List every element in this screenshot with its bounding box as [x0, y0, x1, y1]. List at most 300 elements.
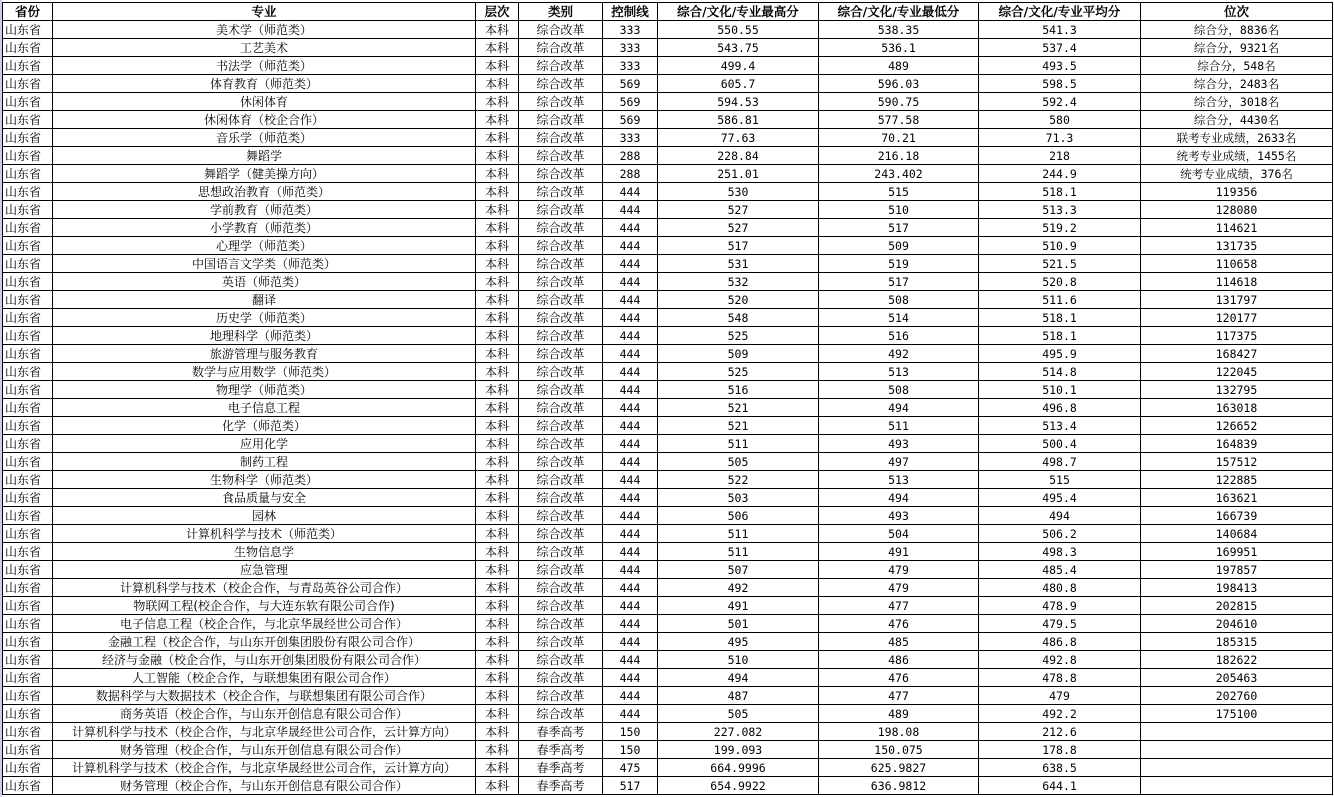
rank-cell[interactable]: 140684	[1141, 525, 1333, 543]
rank-cell[interactable]: 综合分，2483名	[1141, 75, 1333, 93]
level-cell[interactable]: 本科	[476, 741, 519, 759]
category-cell[interactable]: 综合改革	[519, 291, 603, 309]
level-cell[interactable]: 本科	[476, 39, 519, 57]
control-line-cell[interactable]: 569	[603, 111, 658, 129]
rank-cell[interactable]: 122885	[1141, 471, 1333, 489]
avg-score-cell[interactable]: 513.4	[979, 417, 1141, 435]
rank-cell[interactable]: 197857	[1141, 561, 1333, 579]
control-line-cell[interactable]: 444	[603, 507, 658, 525]
major-cell[interactable]: 书法学（师范类）	[53, 57, 476, 75]
province-cell[interactable]: 山东省	[3, 633, 53, 651]
level-cell[interactable]: 本科	[476, 93, 519, 111]
control-line-cell[interactable]: 150	[603, 741, 658, 759]
max-score-cell[interactable]: 506	[658, 507, 819, 525]
control-line-cell[interactable]: 333	[603, 39, 658, 57]
province-cell[interactable]: 山东省	[3, 147, 53, 165]
max-score-cell[interactable]: 520	[658, 291, 819, 309]
max-score-cell[interactable]: 550.55	[658, 21, 819, 39]
min-score-cell[interactable]: 516	[819, 327, 979, 345]
category-cell[interactable]: 综合改革	[519, 543, 603, 561]
control-line-cell[interactable]: 444	[603, 255, 658, 273]
category-cell[interactable]: 综合改革	[519, 669, 603, 687]
province-cell[interactable]: 山东省	[3, 111, 53, 129]
header-level[interactable]: 层次	[476, 3, 519, 21]
rank-cell[interactable]: 202815	[1141, 597, 1333, 615]
province-cell[interactable]: 山东省	[3, 435, 53, 453]
category-cell[interactable]: 综合改革	[519, 651, 603, 669]
min-score-cell[interactable]: 479	[819, 579, 979, 597]
rank-cell[interactable]: 164839	[1141, 435, 1333, 453]
major-cell[interactable]: 物理学（师范类）	[53, 381, 476, 399]
max-score-cell[interactable]: 525	[658, 327, 819, 345]
province-cell[interactable]: 山东省	[3, 597, 53, 615]
max-score-cell[interactable]: 507	[658, 561, 819, 579]
province-cell[interactable]: 山东省	[3, 57, 53, 75]
category-cell[interactable]: 春季高考	[519, 759, 603, 777]
level-cell[interactable]: 本科	[476, 705, 519, 723]
control-line-cell[interactable]: 444	[603, 525, 658, 543]
min-score-cell[interactable]: 492	[819, 345, 979, 363]
rank-cell[interactable]: 117375	[1141, 327, 1333, 345]
control-line-cell[interactable]: 444	[603, 687, 658, 705]
control-line-cell[interactable]: 333	[603, 57, 658, 75]
max-score-cell[interactable]: 494	[658, 669, 819, 687]
category-cell[interactable]: 综合改革	[519, 399, 603, 417]
control-line-cell[interactable]: 444	[603, 309, 658, 327]
min-score-cell[interactable]: 538.35	[819, 21, 979, 39]
avg-score-cell[interactable]: 518.1	[979, 309, 1141, 327]
province-cell[interactable]: 山东省	[3, 651, 53, 669]
min-score-cell[interactable]: 489	[819, 705, 979, 723]
level-cell[interactable]: 本科	[476, 525, 519, 543]
max-score-cell[interactable]: 522	[658, 471, 819, 489]
rank-cell[interactable]: 114621	[1141, 219, 1333, 237]
province-cell[interactable]: 山东省	[3, 453, 53, 471]
min-score-cell[interactable]: 493	[819, 507, 979, 525]
category-cell[interactable]: 综合改革	[519, 633, 603, 651]
level-cell[interactable]: 本科	[476, 453, 519, 471]
category-cell[interactable]: 综合改革	[519, 165, 603, 183]
level-cell[interactable]: 本科	[476, 633, 519, 651]
control-line-cell[interactable]: 444	[603, 543, 658, 561]
max-score-cell[interactable]: 525	[658, 363, 819, 381]
min-score-cell[interactable]: 491	[819, 543, 979, 561]
province-cell[interactable]: 山东省	[3, 399, 53, 417]
province-cell[interactable]: 山东省	[3, 777, 53, 795]
avg-score-cell[interactable]: 178.8	[979, 741, 1141, 759]
category-cell[interactable]: 综合改革	[519, 435, 603, 453]
min-score-cell[interactable]: 494	[819, 399, 979, 417]
province-cell[interactable]: 山东省	[3, 255, 53, 273]
header-min-score[interactable]: 综合/文化/专业最低分	[819, 3, 979, 21]
category-cell[interactable]: 综合改革	[519, 327, 603, 345]
max-score-cell[interactable]: 251.01	[658, 165, 819, 183]
header-province[interactable]: 省份	[3, 3, 53, 21]
max-score-cell[interactable]: 527	[658, 201, 819, 219]
max-score-cell[interactable]: 586.81	[658, 111, 819, 129]
province-cell[interactable]: 山东省	[3, 201, 53, 219]
max-score-cell[interactable]: 516	[658, 381, 819, 399]
major-cell[interactable]: 应用化学	[53, 435, 476, 453]
header-major[interactable]: 专业	[53, 3, 476, 21]
category-cell[interactable]: 综合改革	[519, 219, 603, 237]
rank-cell[interactable]: 综合分，3018名	[1141, 93, 1333, 111]
level-cell[interactable]: 本科	[476, 237, 519, 255]
level-cell[interactable]: 本科	[476, 363, 519, 381]
category-cell[interactable]: 综合改革	[519, 615, 603, 633]
province-cell[interactable]: 山东省	[3, 741, 53, 759]
category-cell[interactable]: 综合改革	[519, 471, 603, 489]
header-control-line[interactable]: 控制线	[603, 3, 658, 21]
rank-cell[interactable]: 120177	[1141, 309, 1333, 327]
province-cell[interactable]: 山东省	[3, 615, 53, 633]
avg-score-cell[interactable]: 518.1	[979, 183, 1141, 201]
max-score-cell[interactable]: 654.9922	[658, 777, 819, 795]
avg-score-cell[interactable]: 513.3	[979, 201, 1141, 219]
category-cell[interactable]: 综合改革	[519, 309, 603, 327]
rank-cell[interactable]: 114618	[1141, 273, 1333, 291]
max-score-cell[interactable]: 228.84	[658, 147, 819, 165]
avg-score-cell[interactable]: 498.7	[979, 453, 1141, 471]
min-score-cell[interactable]: 511	[819, 417, 979, 435]
level-cell[interactable]: 本科	[476, 489, 519, 507]
province-cell[interactable]: 山东省	[3, 705, 53, 723]
avg-score-cell[interactable]: 518.1	[979, 327, 1141, 345]
avg-score-cell[interactable]: 541.3	[979, 21, 1141, 39]
rank-cell[interactable]: 169951	[1141, 543, 1333, 561]
province-cell[interactable]: 山东省	[3, 507, 53, 525]
max-score-cell[interactable]: 505	[658, 705, 819, 723]
avg-score-cell[interactable]: 493.5	[979, 57, 1141, 75]
control-line-cell[interactable]: 444	[603, 561, 658, 579]
major-cell[interactable]: 音乐学（师范类）	[53, 129, 476, 147]
major-cell[interactable]: 休闲体育	[53, 93, 476, 111]
max-score-cell[interactable]: 511	[658, 543, 819, 561]
control-line-cell[interactable]: 333	[603, 21, 658, 39]
max-score-cell[interactable]: 531	[658, 255, 819, 273]
header-avg-score[interactable]: 综合/文化/专业平均分	[979, 3, 1141, 21]
control-line-cell[interactable]: 569	[603, 93, 658, 111]
level-cell[interactable]: 本科	[476, 165, 519, 183]
level-cell[interactable]: 本科	[476, 597, 519, 615]
control-line-cell[interactable]: 444	[603, 345, 658, 363]
province-cell[interactable]: 山东省	[3, 309, 53, 327]
control-line-cell[interactable]: 288	[603, 165, 658, 183]
avg-score-cell[interactable]: 480.8	[979, 579, 1141, 597]
province-cell[interactable]: 山东省	[3, 327, 53, 345]
rank-cell[interactable]: 110658	[1141, 255, 1333, 273]
level-cell[interactable]: 本科	[476, 273, 519, 291]
level-cell[interactable]: 本科	[476, 309, 519, 327]
major-cell[interactable]: 数据科学与大数据技术（校企合作，与联想集团有限公司合作）	[53, 687, 476, 705]
category-cell[interactable]: 综合改革	[519, 507, 603, 525]
major-cell[interactable]: 计算机科学与技术（师范类）	[53, 525, 476, 543]
province-cell[interactable]: 山东省	[3, 75, 53, 93]
rank-cell[interactable]: 综合分，9321名	[1141, 39, 1333, 57]
rank-cell[interactable]: 122045	[1141, 363, 1333, 381]
min-score-cell[interactable]: 477	[819, 687, 979, 705]
level-cell[interactable]: 本科	[476, 201, 519, 219]
province-cell[interactable]: 山东省	[3, 759, 53, 777]
min-score-cell[interactable]: 70.21	[819, 129, 979, 147]
province-cell[interactable]: 山东省	[3, 21, 53, 39]
max-score-cell[interactable]: 594.53	[658, 93, 819, 111]
major-cell[interactable]: 生物科学（师范类）	[53, 471, 476, 489]
category-cell[interactable]: 综合改革	[519, 57, 603, 75]
avg-score-cell[interactable]: 478.8	[979, 669, 1141, 687]
min-score-cell[interactable]: 519	[819, 255, 979, 273]
major-cell[interactable]: 旅游管理与服务教育	[53, 345, 476, 363]
max-score-cell[interactable]: 501	[658, 615, 819, 633]
major-cell[interactable]: 园林	[53, 507, 476, 525]
control-line-cell[interactable]: 444	[603, 381, 658, 399]
min-score-cell[interactable]: 497	[819, 453, 979, 471]
min-score-cell[interactable]: 485	[819, 633, 979, 651]
max-score-cell[interactable]: 199.093	[658, 741, 819, 759]
min-score-cell[interactable]: 515	[819, 183, 979, 201]
rank-cell[interactable]: 166739	[1141, 507, 1333, 525]
avg-score-cell[interactable]: 495.9	[979, 345, 1141, 363]
avg-score-cell[interactable]: 492.2	[979, 705, 1141, 723]
category-cell[interactable]: 综合改革	[519, 687, 603, 705]
avg-score-cell[interactable]: 498.3	[979, 543, 1141, 561]
level-cell[interactable]: 本科	[476, 291, 519, 309]
min-score-cell[interactable]: 517	[819, 273, 979, 291]
rank-cell[interactable]: 综合分，8836名	[1141, 21, 1333, 39]
rank-cell[interactable]: 175100	[1141, 705, 1333, 723]
major-cell[interactable]: 数学与应用数学（师范类）	[53, 363, 476, 381]
category-cell[interactable]: 综合改革	[519, 111, 603, 129]
province-cell[interactable]: 山东省	[3, 93, 53, 111]
category-cell[interactable]: 综合改革	[519, 453, 603, 471]
min-score-cell[interactable]: 216.18	[819, 147, 979, 165]
max-score-cell[interactable]: 521	[658, 417, 819, 435]
min-score-cell[interactable]: 493	[819, 435, 979, 453]
category-cell[interactable]: 综合改革	[519, 561, 603, 579]
min-score-cell[interactable]: 517	[819, 219, 979, 237]
major-cell[interactable]: 休闲体育（校企合作）	[53, 111, 476, 129]
rank-cell[interactable]: 132795	[1141, 381, 1333, 399]
control-line-cell[interactable]: 444	[603, 291, 658, 309]
avg-score-cell[interactable]: 515	[979, 471, 1141, 489]
avg-score-cell[interactable]: 580	[979, 111, 1141, 129]
control-line-cell[interactable]: 517	[603, 777, 658, 795]
major-cell[interactable]: 地理科学（师范类）	[53, 327, 476, 345]
min-score-cell[interactable]: 577.58	[819, 111, 979, 129]
level-cell[interactable]: 本科	[476, 417, 519, 435]
rank-cell[interactable]: 131735	[1141, 237, 1333, 255]
max-score-cell[interactable]: 543.75	[658, 39, 819, 57]
major-cell[interactable]: 美术学（师范类）	[53, 21, 476, 39]
min-score-cell[interactable]: 536.1	[819, 39, 979, 57]
avg-score-cell[interactable]: 638.5	[979, 759, 1141, 777]
level-cell[interactable]: 本科	[476, 21, 519, 39]
avg-score-cell[interactable]: 521.5	[979, 255, 1141, 273]
major-cell[interactable]: 中国语言文学类（师范类）	[53, 255, 476, 273]
level-cell[interactable]: 本科	[476, 381, 519, 399]
major-cell[interactable]: 财务管理（校企合作，与山东开创信息有限公司合作）	[53, 741, 476, 759]
level-cell[interactable]: 本科	[476, 471, 519, 489]
control-line-cell[interactable]: 444	[603, 615, 658, 633]
control-line-cell[interactable]: 444	[603, 219, 658, 237]
avg-score-cell[interactable]: 510.9	[979, 237, 1141, 255]
province-cell[interactable]: 山东省	[3, 39, 53, 57]
control-line-cell[interactable]: 444	[603, 489, 658, 507]
category-cell[interactable]: 综合改革	[519, 345, 603, 363]
header-category[interactable]: 类别	[519, 3, 603, 21]
min-score-cell[interactable]: 513	[819, 363, 979, 381]
rank-cell[interactable]	[1141, 741, 1333, 759]
avg-score-cell[interactable]: 485.4	[979, 561, 1141, 579]
avg-score-cell[interactable]: 644.1	[979, 777, 1141, 795]
rank-cell[interactable]: 128080	[1141, 201, 1333, 219]
header-max-score[interactable]: 综合/文化/专业最高分	[658, 3, 819, 21]
level-cell[interactable]: 本科	[476, 759, 519, 777]
max-score-cell[interactable]: 548	[658, 309, 819, 327]
min-score-cell[interactable]: 486	[819, 651, 979, 669]
control-line-cell[interactable]: 288	[603, 147, 658, 165]
avg-score-cell[interactable]: 500.4	[979, 435, 1141, 453]
control-line-cell[interactable]: 444	[603, 651, 658, 669]
level-cell[interactable]: 本科	[476, 651, 519, 669]
min-score-cell[interactable]: 590.75	[819, 93, 979, 111]
major-cell[interactable]: 工艺美术	[53, 39, 476, 57]
min-score-cell[interactable]: 596.03	[819, 75, 979, 93]
major-cell[interactable]: 体育教育（师范类）	[53, 75, 476, 93]
category-cell[interactable]: 综合改革	[519, 579, 603, 597]
min-score-cell[interactable]: 504	[819, 525, 979, 543]
level-cell[interactable]: 本科	[476, 543, 519, 561]
major-cell[interactable]: 英语（师范类）	[53, 273, 476, 291]
major-cell[interactable]: 应急管理	[53, 561, 476, 579]
control-line-cell[interactable]: 444	[603, 201, 658, 219]
rank-cell[interactable]	[1141, 759, 1333, 777]
level-cell[interactable]: 本科	[476, 75, 519, 93]
max-score-cell[interactable]: 517	[658, 237, 819, 255]
avg-score-cell[interactable]: 212.6	[979, 723, 1141, 741]
major-cell[interactable]: 食品质量与安全	[53, 489, 476, 507]
control-line-cell[interactable]: 444	[603, 705, 658, 723]
min-score-cell[interactable]: 477	[819, 597, 979, 615]
avg-score-cell[interactable]: 218	[979, 147, 1141, 165]
avg-score-cell[interactable]: 598.5	[979, 75, 1141, 93]
max-score-cell[interactable]: 509	[658, 345, 819, 363]
avg-score-cell[interactable]: 71.3	[979, 129, 1141, 147]
province-cell[interactable]: 山东省	[3, 237, 53, 255]
min-score-cell[interactable]: 636.9812	[819, 777, 979, 795]
level-cell[interactable]: 本科	[476, 723, 519, 741]
province-cell[interactable]: 山东省	[3, 273, 53, 291]
min-score-cell[interactable]: 476	[819, 615, 979, 633]
category-cell[interactable]: 综合改革	[519, 93, 603, 111]
control-line-cell[interactable]: 333	[603, 129, 658, 147]
major-cell[interactable]: 生物信息学	[53, 543, 476, 561]
control-line-cell[interactable]: 444	[603, 183, 658, 201]
avg-score-cell[interactable]: 495.4	[979, 489, 1141, 507]
rank-cell[interactable]: 综合分，548名	[1141, 57, 1333, 75]
min-score-cell[interactable]: 494	[819, 489, 979, 507]
max-score-cell[interactable]: 664.9996	[658, 759, 819, 777]
major-cell[interactable]: 翻译	[53, 291, 476, 309]
major-cell[interactable]: 财务管理（校企合作，与山东开创信息有限公司合作）	[53, 777, 476, 795]
category-cell[interactable]: 春季高考	[519, 723, 603, 741]
avg-score-cell[interactable]: 510.1	[979, 381, 1141, 399]
max-score-cell[interactable]: 510	[658, 651, 819, 669]
major-cell[interactable]: 计算机科学与技术（校企合作，与北京华晟经世公司合作，云计算方向）	[53, 759, 476, 777]
major-cell[interactable]: 金融工程（校企合作，与山东开创集团股份有限公司合作）	[53, 633, 476, 651]
level-cell[interactable]: 本科	[476, 183, 519, 201]
major-cell[interactable]: 学前教育（师范类）	[53, 201, 476, 219]
category-cell[interactable]: 综合改革	[519, 237, 603, 255]
max-score-cell[interactable]: 530	[658, 183, 819, 201]
control-line-cell[interactable]: 569	[603, 75, 658, 93]
major-cell[interactable]: 心理学（师范类）	[53, 237, 476, 255]
level-cell[interactable]: 本科	[476, 219, 519, 237]
control-line-cell[interactable]: 444	[603, 417, 658, 435]
avg-score-cell[interactable]: 244.9	[979, 165, 1141, 183]
province-cell[interactable]: 山东省	[3, 723, 53, 741]
province-cell[interactable]: 山东省	[3, 471, 53, 489]
major-cell[interactable]: 计算机科学与技术（校企合作，与青岛英谷公司合作）	[53, 579, 476, 597]
header-rank[interactable]: 位次	[1141, 3, 1333, 21]
max-score-cell[interactable]: 527	[658, 219, 819, 237]
level-cell[interactable]: 本科	[476, 615, 519, 633]
major-cell[interactable]: 电子信息工程（校企合作，与北京华晟经世公司合作）	[53, 615, 476, 633]
control-line-cell[interactable]: 444	[603, 579, 658, 597]
max-score-cell[interactable]: 492	[658, 579, 819, 597]
control-line-cell[interactable]: 444	[603, 327, 658, 345]
max-score-cell[interactable]: 505	[658, 453, 819, 471]
avg-score-cell[interactable]: 514.8	[979, 363, 1141, 381]
rank-cell[interactable]: 综合分，4430名	[1141, 111, 1333, 129]
rank-cell[interactable]	[1141, 777, 1333, 795]
category-cell[interactable]: 综合改革	[519, 525, 603, 543]
avg-score-cell[interactable]: 520.8	[979, 273, 1141, 291]
control-line-cell[interactable]: 475	[603, 759, 658, 777]
major-cell[interactable]: 计算机科学与技术（校企合作，与北京华晟经世公司合作，云计算方向）	[53, 723, 476, 741]
province-cell[interactable]: 山东省	[3, 417, 53, 435]
major-cell[interactable]: 小学教育（师范类）	[53, 219, 476, 237]
control-line-cell[interactable]: 444	[603, 399, 658, 417]
category-cell[interactable]: 综合改革	[519, 273, 603, 291]
level-cell[interactable]: 本科	[476, 669, 519, 687]
avg-score-cell[interactable]: 479	[979, 687, 1141, 705]
province-cell[interactable]: 山东省	[3, 165, 53, 183]
max-score-cell[interactable]: 605.7	[658, 75, 819, 93]
category-cell[interactable]: 综合改革	[519, 201, 603, 219]
avg-score-cell[interactable]: 496.8	[979, 399, 1141, 417]
rank-cell[interactable]	[1141, 723, 1333, 741]
rank-cell[interactable]: 163621	[1141, 489, 1333, 507]
control-line-cell[interactable]: 444	[603, 669, 658, 687]
category-cell[interactable]: 综合改革	[519, 705, 603, 723]
major-cell[interactable]: 电子信息工程	[53, 399, 476, 417]
min-score-cell[interactable]: 509	[819, 237, 979, 255]
min-score-cell[interactable]: 476	[819, 669, 979, 687]
category-cell[interactable]: 综合改革	[519, 255, 603, 273]
province-cell[interactable]: 山东省	[3, 183, 53, 201]
min-score-cell[interactable]: 198.08	[819, 723, 979, 741]
min-score-cell[interactable]: 625.9827	[819, 759, 979, 777]
province-cell[interactable]: 山东省	[3, 543, 53, 561]
province-cell[interactable]: 山东省	[3, 291, 53, 309]
control-line-cell[interactable]: 444	[603, 453, 658, 471]
avg-score-cell[interactable]: 478.9	[979, 597, 1141, 615]
min-score-cell[interactable]: 479	[819, 561, 979, 579]
avg-score-cell[interactable]: 506.2	[979, 525, 1141, 543]
level-cell[interactable]: 本科	[476, 399, 519, 417]
control-line-cell[interactable]: 444	[603, 597, 658, 615]
